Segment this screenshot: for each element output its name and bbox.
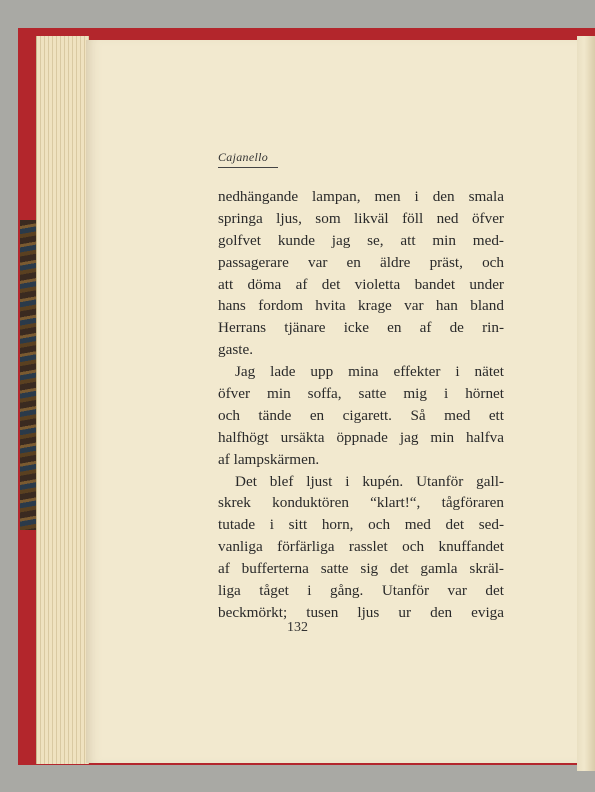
text-line: beckmörkt; tusen ljus ur den eviga <box>218 603 504 621</box>
text-line: liga tåget i gång. Utanför var det <box>218 582 504 600</box>
text-line: nedhängande lampan, men i den smala <box>218 188 504 205</box>
text-line: Det blef ljust i kupén. Utanför gall- <box>235 472 504 490</box>
text-line: öfver min soffa, satte mig i hörnet <box>218 385 504 403</box>
text-line: Jag lade upp mina effekter i nätet <box>235 363 504 381</box>
marbled-edge <box>20 220 36 530</box>
page-number: 132 <box>287 620 308 635</box>
text-line: af bufferterna satte sig det gamla skräl- <box>218 560 504 578</box>
text-line: gaste. <box>218 341 254 359</box>
text-line: golfvet kunde jag se, att min med- <box>218 231 504 249</box>
text-line: springa ljus, som likväl föll ned öfver <box>218 209 504 227</box>
text-line: och tände en cigarett. Så med ett <box>218 406 504 424</box>
text-line: passagerare var en äldre präst, och <box>218 253 504 271</box>
facing-page-edge <box>577 36 595 771</box>
text-line: vanliga förfärliga rasslet och knuffandet <box>218 538 504 556</box>
running-head: Cajanello <box>218 150 278 168</box>
text-line: af lampskärmen. <box>218 450 320 468</box>
text-line: tutade i sitt horn, och med det sed- <box>218 516 504 534</box>
text-line: halfhögt ursäkta öppnade jag min halfva <box>218 428 504 446</box>
page-edges <box>36 36 89 764</box>
text-line: skrek konduktören “klart!“, tågföraren <box>218 494 504 512</box>
text-line: Herrans tjänare icke en af de rin- <box>218 319 504 337</box>
body-text <box>218 186 504 624</box>
text-line: att döma af det violetta bandet under <box>218 275 504 293</box>
text-line: hans fordom hvita krage var han bland <box>218 297 504 315</box>
